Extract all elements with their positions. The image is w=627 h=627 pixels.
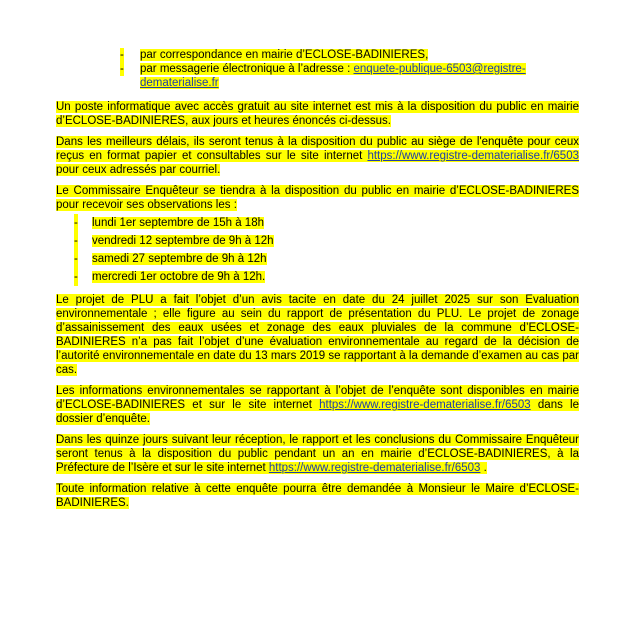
list-dash: - <box>74 214 78 232</box>
paragraph-text: Le projet de PLU a fait l’objet d’un avis tacite en date du 24 juillet 2025 sur son Evaluation environnementale ; elle figure au sein du rapport de présentation du PLU. Le projet de zonage d’assainissement des eaux usées et zonage des eaux pluviales de la commune d’ECLOSE-BADINIERES n’a pas fait l’objet d’une évaluation environnementale au regard de la décision de l’autorité environnementale en date du 13 mars 2019 se rapportant à la demande d’examen au cas par cas. <box>56 294 579 376</box>
list-dash: - <box>74 232 78 250</box>
document-content <box>56 48 579 517</box>
list-item-text: par correspondance en mairie d’ECLOSE-BADINIERES, <box>140 49 429 61</box>
paragraph-text: Le Commissaire Enquêteur se tiendra à la disposition du public en mairie d’ECLOSE-BADINIERES pour recevoir ses observations les : <box>56 185 579 211</box>
date-text: lundi 1er septembre de 15h à 18h <box>92 217 264 229</box>
paragraph <box>56 482 579 510</box>
paragraph <box>56 184 579 286</box>
paragraph <box>56 384 579 426</box>
date-item <box>56 232 579 250</box>
list-item <box>56 48 579 62</box>
date-text: samedi 27 septembre de 9h à 12h <box>92 253 267 265</box>
paragraph-text: Les informations environnementales se rapportant à l’objet de l’enquête sont disponibles en mairie d’ECLOSE-BADINIERES et sur le site internet <box>56 385 579 411</box>
date-text: vendredi 12 septembre de 9h à 12h <box>92 235 274 247</box>
email-link[interactable]: enquete-publique-6503@registre-dematerialise.fr <box>140 63 526 89</box>
paragraph-text: Dans les quinze jours suivant leur réception, le rapport et les conclusions du Commissaire Enquêteur seront tenus à la disposition du public pendant un an en mairie d’ECLOSE-BADINIERES, à la Préfecture de l’Isère et sur le site internet <box>56 434 579 474</box>
registry-link[interactable]: https://www.registre-dematerialise.fr/6503 <box>319 399 531 411</box>
list-dash: - <box>74 268 78 286</box>
paragraph <box>56 135 579 177</box>
registry-link[interactable]: https://www.registre-dematerialise.fr/6503 <box>268 462 481 474</box>
paragraph-text: dans le dossier d’enquête. <box>56 399 579 425</box>
list-dash: - <box>120 49 124 61</box>
date-item <box>56 214 579 232</box>
date-item <box>56 250 579 268</box>
list-item-text: par messagerie électronique à l’adresse : <box>140 63 354 75</box>
dates-list <box>56 214 579 286</box>
paragraph-text: Toute information relative à cette enquête pourra être demandée à Monsieur le Maire d’ECLOSE-BADINIERES. <box>56 483 579 509</box>
paragraph-text: . <box>480 462 487 474</box>
date-text: mercredi 1er octobre de 9h à 12h. <box>92 271 266 283</box>
paragraph-text: pour ceux adressés par courriel. <box>56 164 221 176</box>
paragraph <box>56 100 579 128</box>
registry-link[interactable]: https://www.registre-dematerialise.fr/6503 <box>367 150 579 162</box>
paragraph-text: Un poste informatique avec accès gratuit au site internet est mis à la disposition du public en mairie d’ECLOSE-BADINIERES, aux jours et heures énoncés ci-dessus. <box>56 101 579 127</box>
list-dash: - <box>120 63 124 75</box>
paragraph <box>56 293 579 377</box>
list-dash: - <box>74 250 78 268</box>
paragraph <box>56 433 579 475</box>
list-item <box>56 62 579 90</box>
paragraph-text: Dans les meilleurs délais, ils seront tenus à la disposition du public au siège de l'enquête pour ceux reçus en format papier et consultables sur le site internet <box>56 136 579 162</box>
date-item <box>56 268 579 286</box>
intro-list <box>56 48 579 90</box>
